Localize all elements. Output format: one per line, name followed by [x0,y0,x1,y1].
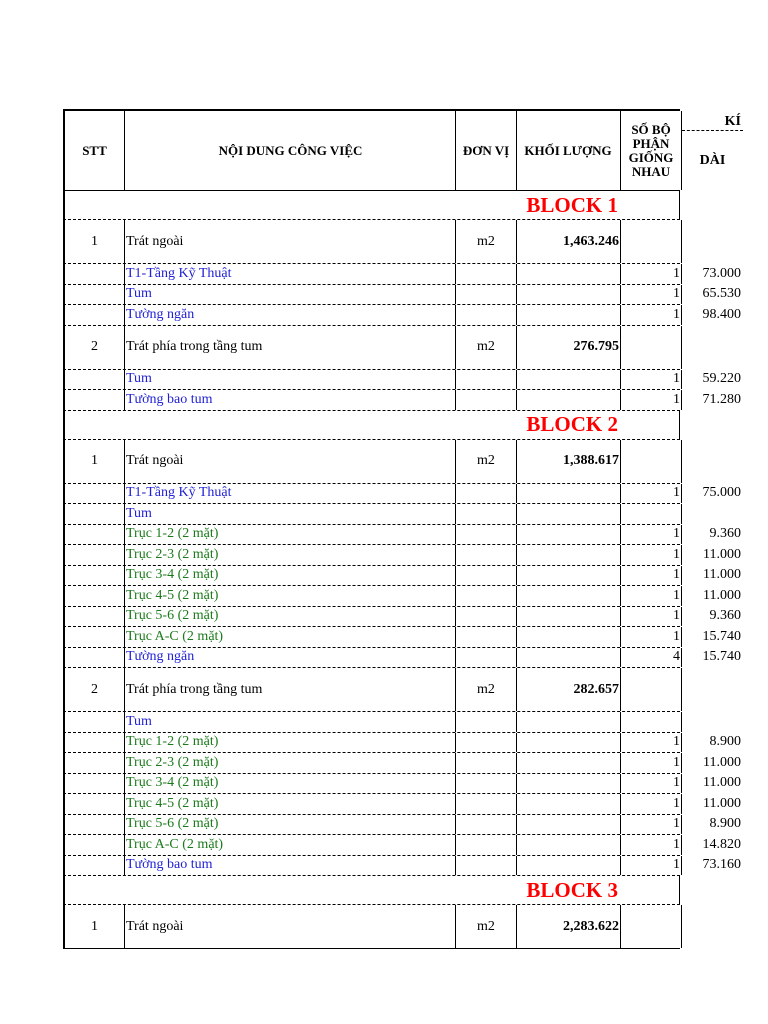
block-right-border [679,191,680,219]
sub-length: 73.160 [681,856,743,876]
block-title-row [63,876,680,905]
sub-count: 1 [620,305,681,325]
block-stt-cell [63,876,124,904]
sub-qty [516,733,620,753]
block-stt-cell [63,191,124,219]
sub-name: Tường bao tum [124,390,455,410]
sub-length: 65.530 [681,285,743,305]
sub-qty [516,586,620,606]
sub-qty [516,484,620,504]
item-name: Trát ngoài [124,220,455,263]
sub-length: 9.360 [681,607,743,627]
block-right-border [679,411,680,439]
sub-unit [455,856,516,876]
sub-name: Tum [124,370,455,390]
item-unit: m2 [455,326,516,369]
sub-length: 8.900 [681,733,743,753]
sub-stt [63,484,124,504]
sub-unit [455,390,516,410]
block-title: BLOCK 2 [526,412,618,436]
sub-count: 1 [620,794,681,814]
sub-name: Tường ngăn [124,305,455,325]
table-row-item [63,326,680,370]
sub-length: 11.000 [681,774,743,794]
sub-name: Trục A-C (2 mặt) [124,627,455,647]
sub-stt [63,285,124,305]
header-khoi-luong: KHỐI LƯỢNG [516,111,620,190]
item-stt: 2 [63,668,124,711]
table-row-sub [63,586,741,607]
block-title: BLOCK 1 [526,192,618,217]
sub-unit [455,504,516,524]
sub-length: 14.820 [681,835,743,855]
item-qty: 2,283.622 [516,905,620,948]
sub-unit [455,774,516,794]
sub-qty [516,815,620,835]
sub-unit [455,607,516,627]
sub-length: 15.740 [681,627,743,647]
sub-qty [516,545,620,565]
block-stt-cell [63,411,124,439]
sub-length [681,504,743,524]
header-don-vi: ĐƠN VỊ [455,111,516,190]
sub-count: 1 [620,566,681,586]
sub-stt [63,586,124,606]
sub-name: Trục 5-6 (2 mặt) [124,815,455,835]
sub-unit [455,815,516,835]
table-header-row [63,109,741,191]
header-dai: DÀI [699,152,726,168]
sub-length: 11.000 [681,586,743,606]
item-unit: m2 [455,220,516,263]
sub-stt [63,712,124,732]
table-row-sub [63,815,741,836]
sub-count: 4 [620,648,681,668]
sub-qty [516,285,620,305]
table-row-sub [63,504,680,525]
sub-count [620,504,681,524]
sub-name: Trục 2-3 (2 mặt) [124,753,455,773]
sub-unit [455,370,516,390]
sub-length: 11.000 [681,753,743,773]
sub-stt [63,264,124,284]
sub-unit [455,484,516,504]
item-length [681,326,743,369]
sub-unit [455,733,516,753]
sub-name: Trục 5-6 (2 mặt) [124,607,455,627]
table-row-sub [63,712,680,733]
sub-unit [455,753,516,773]
sub-unit [455,264,516,284]
table-row-sub [63,390,741,411]
item-count [620,440,681,483]
sub-name: T1-Tầng Kỹ Thuật [124,484,455,504]
item-stt: 2 [63,326,124,369]
table-row-item [63,905,680,949]
sub-stt [63,370,124,390]
item-name: Trát phía trong tầng tum [124,326,455,369]
sub-qty [516,627,620,647]
sub-length: 73.000 [681,264,743,284]
sub-unit [455,586,516,606]
sub-unit [455,712,516,732]
item-stt: 1 [63,220,124,263]
sub-stt [63,815,124,835]
sub-name: Trục 3-4 (2 mặt) [124,774,455,794]
sub-length: 75.000 [681,484,743,504]
table-row-item [63,220,680,264]
sub-count: 1 [620,285,681,305]
sub-qty [516,264,620,284]
item-qty: 282.657 [516,668,620,711]
sub-unit [455,545,516,565]
sub-count: 1 [620,545,681,565]
sub-stt [63,504,124,524]
sub-stt [63,774,124,794]
sub-name: Trục 4-5 (2 mặt) [124,794,455,814]
sub-stt [63,305,124,325]
block-right-border [679,876,680,904]
sub-qty [516,607,620,627]
table-row-sub [63,627,741,648]
sub-qty [516,504,620,524]
item-length [681,905,743,948]
sub-count: 1 [620,484,681,504]
table-row-sub [63,774,741,795]
quantity-sheet [63,109,741,949]
item-qty: 1,463.246 [516,220,620,263]
sub-qty [516,794,620,814]
sub-name: Trục 1-2 (2 mặt) [124,733,455,753]
table-row-sub [63,733,741,754]
sub-qty [516,753,620,773]
item-count [620,905,681,948]
sub-unit [455,525,516,545]
sub-qty [516,305,620,325]
item-unit: m2 [455,905,516,948]
sub-name: Trục 3-4 (2 mặt) [124,566,455,586]
sub-stt [63,794,124,814]
table-row-sub [63,484,741,505]
sub-length: 59.220 [681,370,743,390]
item-name: Trát phía trong tầng tum [124,668,455,711]
sub-count: 1 [620,586,681,606]
sub-count [620,712,681,732]
sub-name: Trục A-C (2 mặt) [124,835,455,855]
sub-count: 1 [620,264,681,284]
sub-qty [516,390,620,410]
sub-stt [63,545,124,565]
sub-count: 1 [620,390,681,410]
sub-qty [516,525,620,545]
sub-qty [516,566,620,586]
sub-stt [63,566,124,586]
sub-count: 1 [620,815,681,835]
table-row-sub [63,545,741,566]
sub-count: 1 [620,370,681,390]
sub-name: Trục 4-5 (2 mặt) [124,586,455,606]
sub-length: 11.000 [681,545,743,565]
table-row-sub [63,566,741,587]
sub-stt [63,856,124,876]
sub-unit [455,566,516,586]
item-qty: 1,388.617 [516,440,620,483]
sub-name: Tường bao tum [124,856,455,876]
sub-stt [63,607,124,627]
item-name: Trát ngoài [124,440,455,483]
item-length [681,440,743,483]
table-row-sub [63,305,741,326]
sub-stt [63,525,124,545]
table-row-sub [63,525,741,546]
item-unit: m2 [455,668,516,711]
sub-qty [516,774,620,794]
item-qty: 276.795 [516,326,620,369]
sub-count: 1 [620,607,681,627]
block-title-row [63,411,680,440]
table-row-sub [63,794,741,815]
sub-stt [63,627,124,647]
header-so-bo-phan: SỐ BỘ PHẬN GIỐNG NHAU [620,111,681,190]
sub-qty [516,835,620,855]
header-stt: STT [63,111,124,190]
header-kich-thuoc [681,111,743,190]
table-row-item [63,668,680,712]
item-stt: 1 [63,440,124,483]
table-row-sub [63,753,741,774]
sub-name: Tum [124,285,455,305]
sub-unit [455,648,516,668]
table-row-sub [63,607,741,628]
sub-qty [516,856,620,876]
sub-stt [63,733,124,753]
sub-unit [455,627,516,647]
sub-stt [63,835,124,855]
sub-length: 98.400 [681,305,743,325]
table-row-item [63,440,680,484]
item-length [681,668,743,711]
item-count [620,668,681,711]
sub-count: 1 [620,525,681,545]
sub-name: Tường ngăn [124,648,455,668]
sub-stt [63,390,124,410]
sub-name: Trục 1-2 (2 mặt) [124,525,455,545]
sub-length [681,712,743,732]
item-name: Trát ngoài [124,905,455,948]
sub-unit [455,835,516,855]
item-count [620,326,681,369]
sub-stt [63,648,124,668]
sub-count: 1 [620,627,681,647]
table-body [63,191,741,949]
sub-count: 1 [620,774,681,794]
sub-length: 11.000 [681,794,743,814]
sub-count: 1 [620,733,681,753]
sub-qty [516,712,620,732]
table-row-sub [63,370,741,391]
header-ki: KÍ [682,111,743,131]
sub-name: Trục 2-3 (2 mặt) [124,545,455,565]
item-unit: m2 [455,440,516,483]
item-count [620,220,681,263]
header-noi-dung: NỘI DUNG CÔNG VIỆC [124,111,455,190]
item-length [681,220,743,263]
table-row-sub [63,835,741,856]
item-stt: 1 [63,905,124,948]
block-title: BLOCK 3 [526,877,618,902]
sub-stt [63,753,124,773]
sub-length: 15.740 [681,648,743,668]
sub-length: 71.280 [681,390,743,410]
sub-name: T1-Tầng Kỹ Thuật [124,264,455,284]
sub-length: 9.360 [681,525,743,545]
sub-name: Tum [124,712,455,732]
sub-unit [455,285,516,305]
sub-unit [455,305,516,325]
sub-qty [516,370,620,390]
block-title-row [63,191,680,220]
sub-count: 1 [620,753,681,773]
sub-count: 1 [620,835,681,855]
sub-unit [455,794,516,814]
table-row-sub [63,264,741,285]
sub-name: Tum [124,504,455,524]
table-row-sub [63,648,741,669]
table-row-sub [63,856,741,877]
table-row-sub [63,285,741,306]
sub-length: 11.000 [681,566,743,586]
sub-count: 1 [620,856,681,876]
sub-qty [516,648,620,668]
sub-length: 8.900 [681,815,743,835]
